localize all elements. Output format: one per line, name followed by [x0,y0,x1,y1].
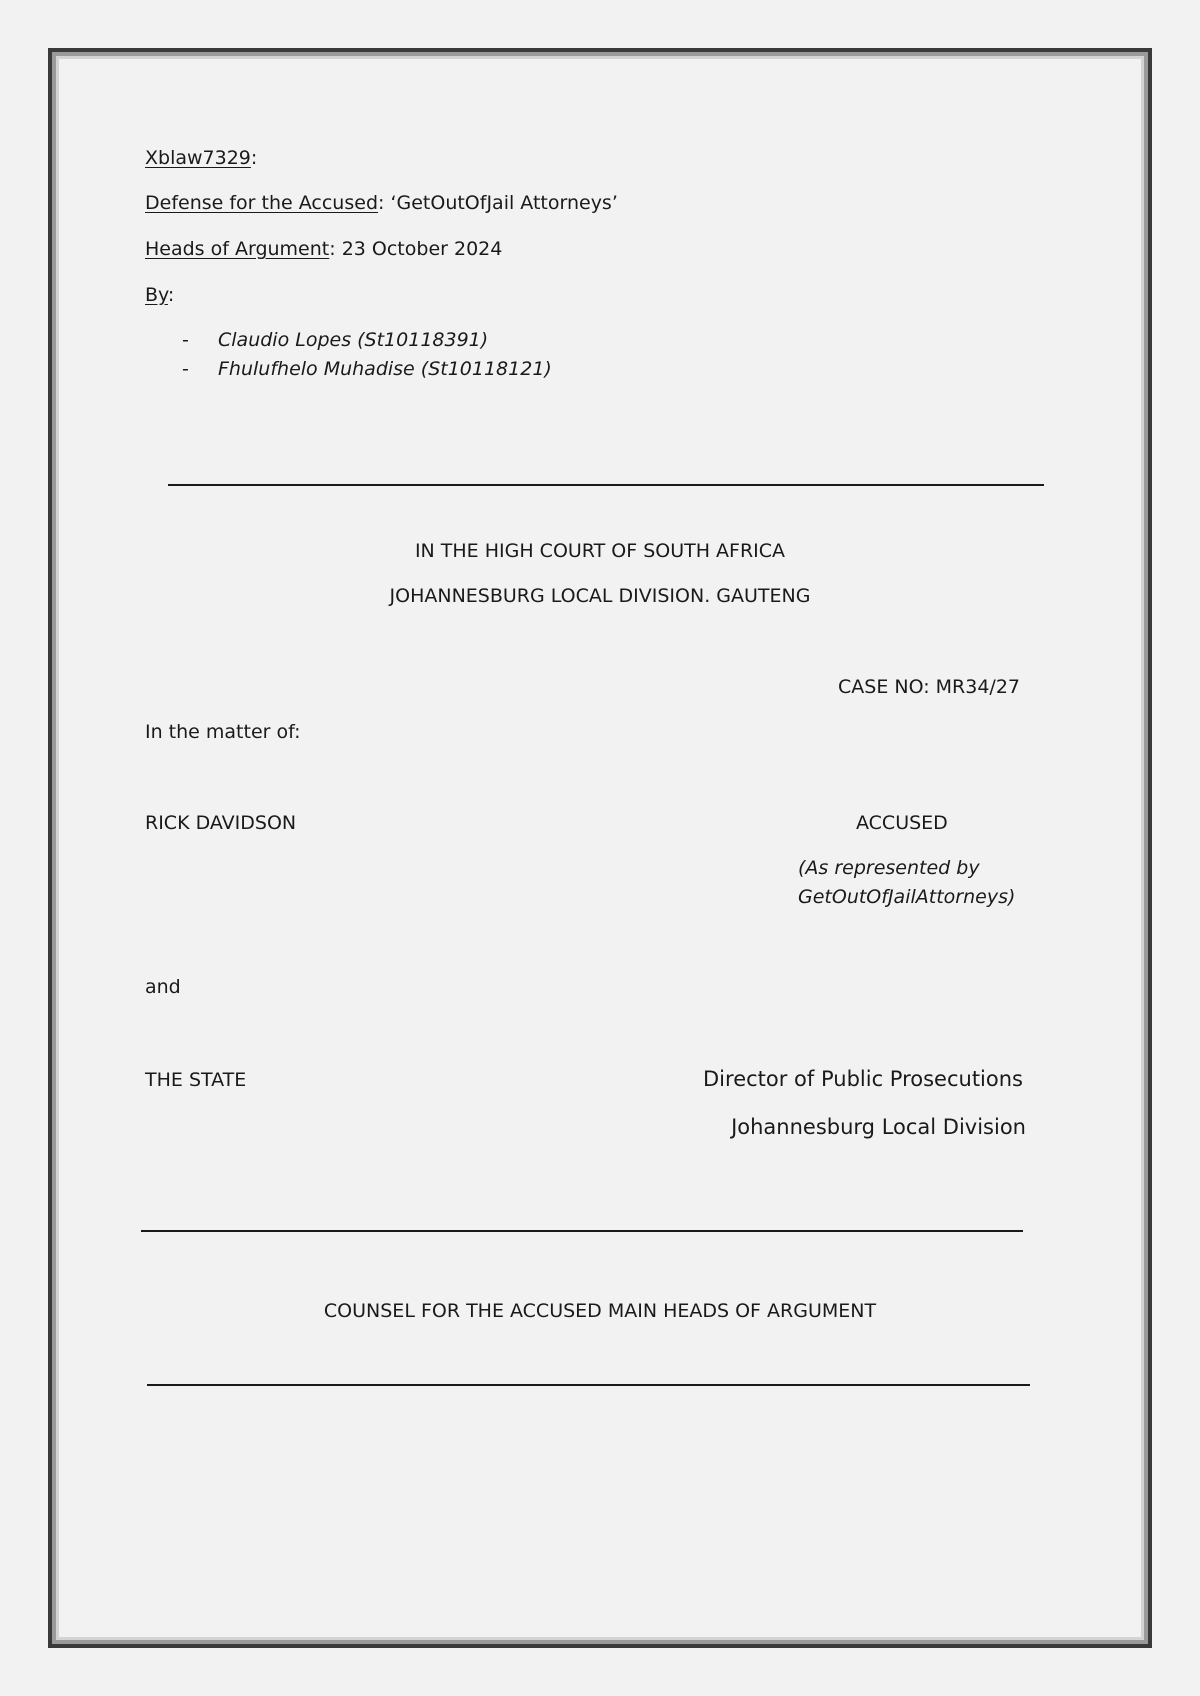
by-colon: : [167,284,175,306]
prosecution-division: Johannesburg Local Division [731,1115,1026,1139]
state-name: THE STATE [145,1069,247,1091]
accused-role: ACCUSED [856,812,948,834]
divider-middle [141,1230,1023,1232]
heads-label: Heads of Argument [145,238,330,260]
prosecution-role: Director of Public Prosecutions [703,1067,1023,1091]
by-line [145,283,174,307]
defense-label: Defense for the Accused [145,192,379,214]
reference-line [145,146,257,170]
page-border-inner [56,56,1144,1640]
divider-bottom [147,1384,1030,1386]
author-bullet: - [182,358,189,380]
divider-top [168,484,1044,486]
author-name: Fhulufhelo Muhadise (St10118121) [218,358,552,380]
author-bullet: - [182,329,189,351]
heads-value: : 23 October 2024 [329,238,503,260]
accused-representation-line1: (As represented by [798,857,980,879]
accused-representation-line2: GetOutOfJailAttorneys) [798,886,1016,908]
court-division: JOHANNESBURG LOCAL DIVISION. GAUTENG [389,585,811,607]
court-name: IN THE HIGH COURT OF SOUTH AFRICA [414,540,786,562]
defense-value: : ‘GetOutOfJail Attorneys’ [378,192,618,214]
by-label: By [145,284,168,306]
heads-line [145,237,502,261]
and-conjunction: and [145,976,181,998]
reference-label: Xblaw7329 [145,147,251,169]
case-number: CASE NO: MR34/27 [838,676,1020,698]
reference-colon: : [250,147,258,169]
matter-intro: In the matter of: [145,721,301,743]
defense-line [145,191,618,215]
author-name: Claudio Lopes (St10118391) [218,329,489,351]
accused-name: RICK DAVIDSON [145,812,297,834]
document-title: COUNSEL FOR THE ACCUSED MAIN HEADS OF ARGUMENT [323,1300,877,1322]
